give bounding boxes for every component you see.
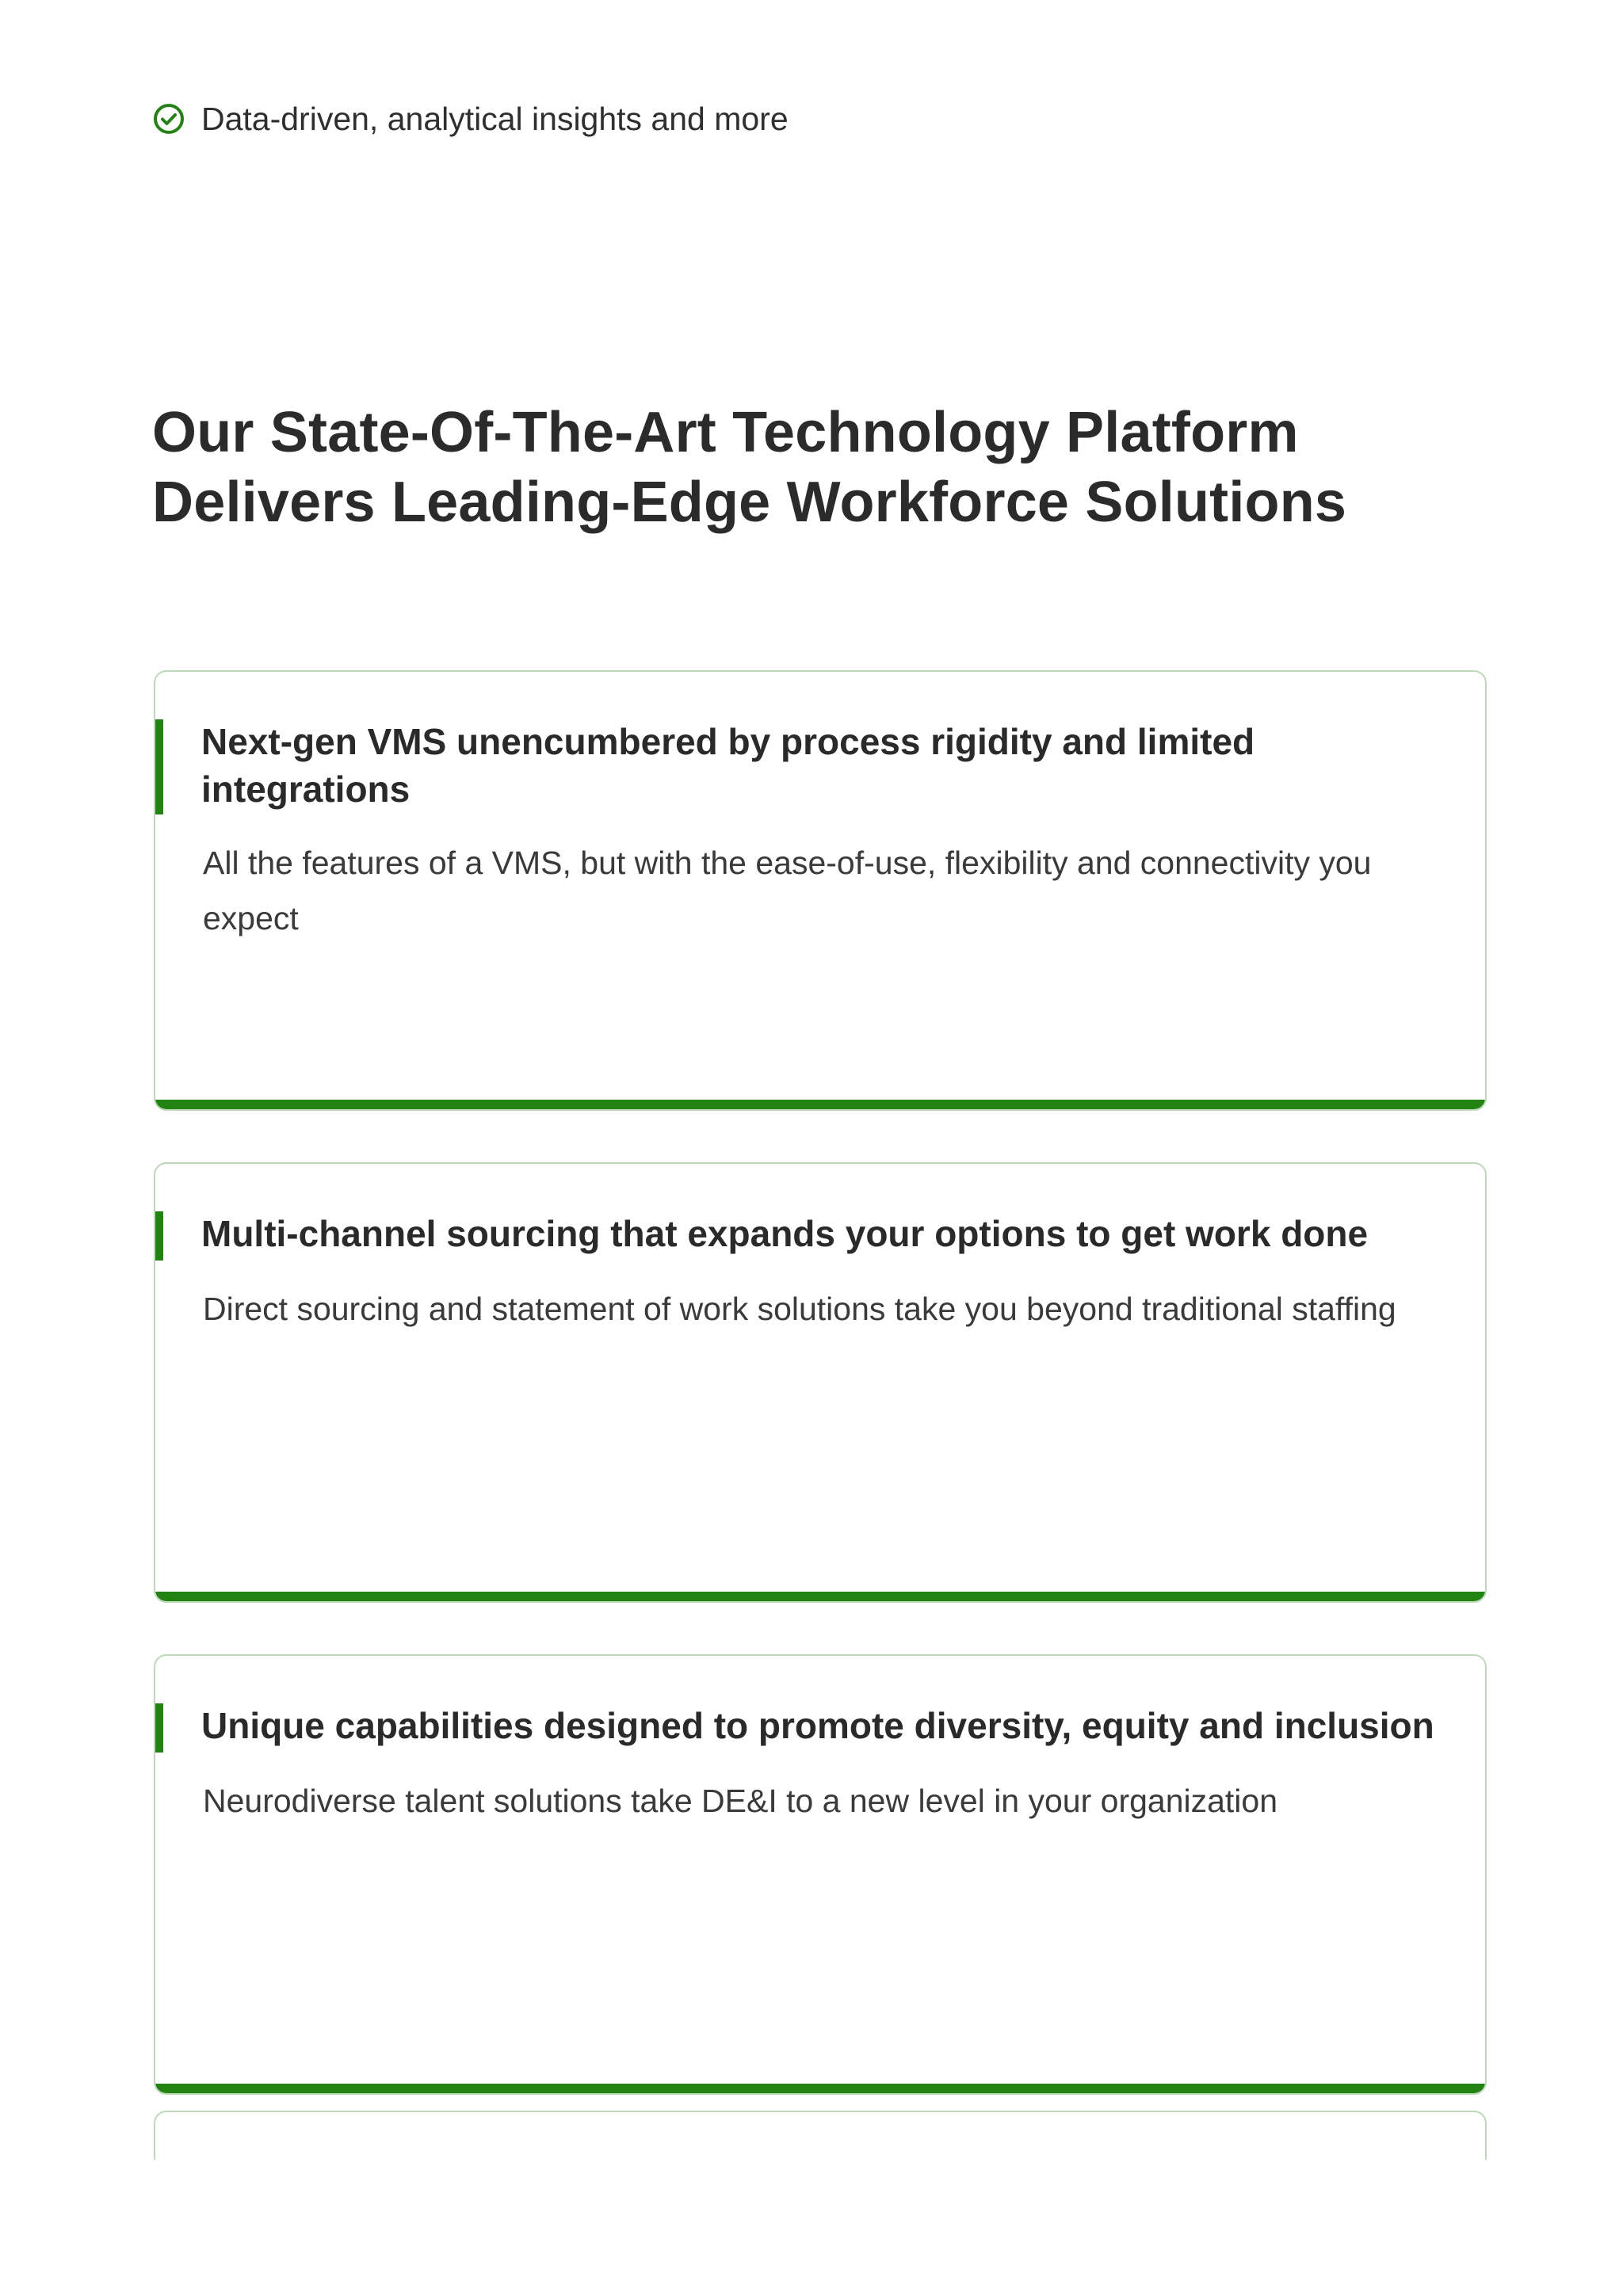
- check-circle-icon: [152, 102, 185, 135]
- feature-card-sourcing: [154, 1162, 1487, 1603]
- card-accent-bar: [154, 1211, 163, 1261]
- feature-card-vms: [154, 670, 1487, 1111]
- section-heading: [152, 398, 1499, 537]
- card-title: Multi-channel sourcing that expands your options to get work done: [201, 1213, 1369, 1254]
- card-title: Next-gen VMS unencumbered by process rigidity and limited integrations: [201, 721, 1255, 810]
- card-accent-bar: [154, 719, 163, 814]
- feature-check-text: Data-driven, analytical insights and more: [201, 101, 789, 137]
- card-accent-bar: [154, 1703, 163, 1753]
- card-description: Neurodiverse talent solutions take DE&I to a new level in your organization: [203, 1783, 1278, 1819]
- section-heading-line2: Delivers Leading-Edge Workforce Solutions: [152, 471, 1347, 534]
- card-description: All the features of a VMS, but with the ease-of-use, flexibility and connectivity you expect: [203, 845, 1372, 936]
- card-description: Direct sourcing and statement of work solutions take you beyond traditional staffing: [203, 1291, 1396, 1327]
- feature-card-dei: [154, 1654, 1487, 2095]
- feature-check-item: [152, 98, 789, 139]
- card-title: Unique capabilities designed to promote diversity, equity and inclusion: [201, 1705, 1434, 1746]
- page-bottom: [0, 2160, 1623, 2296]
- section-heading-line1: Our State-Of-The-Art Technology Platform: [152, 401, 1299, 464]
